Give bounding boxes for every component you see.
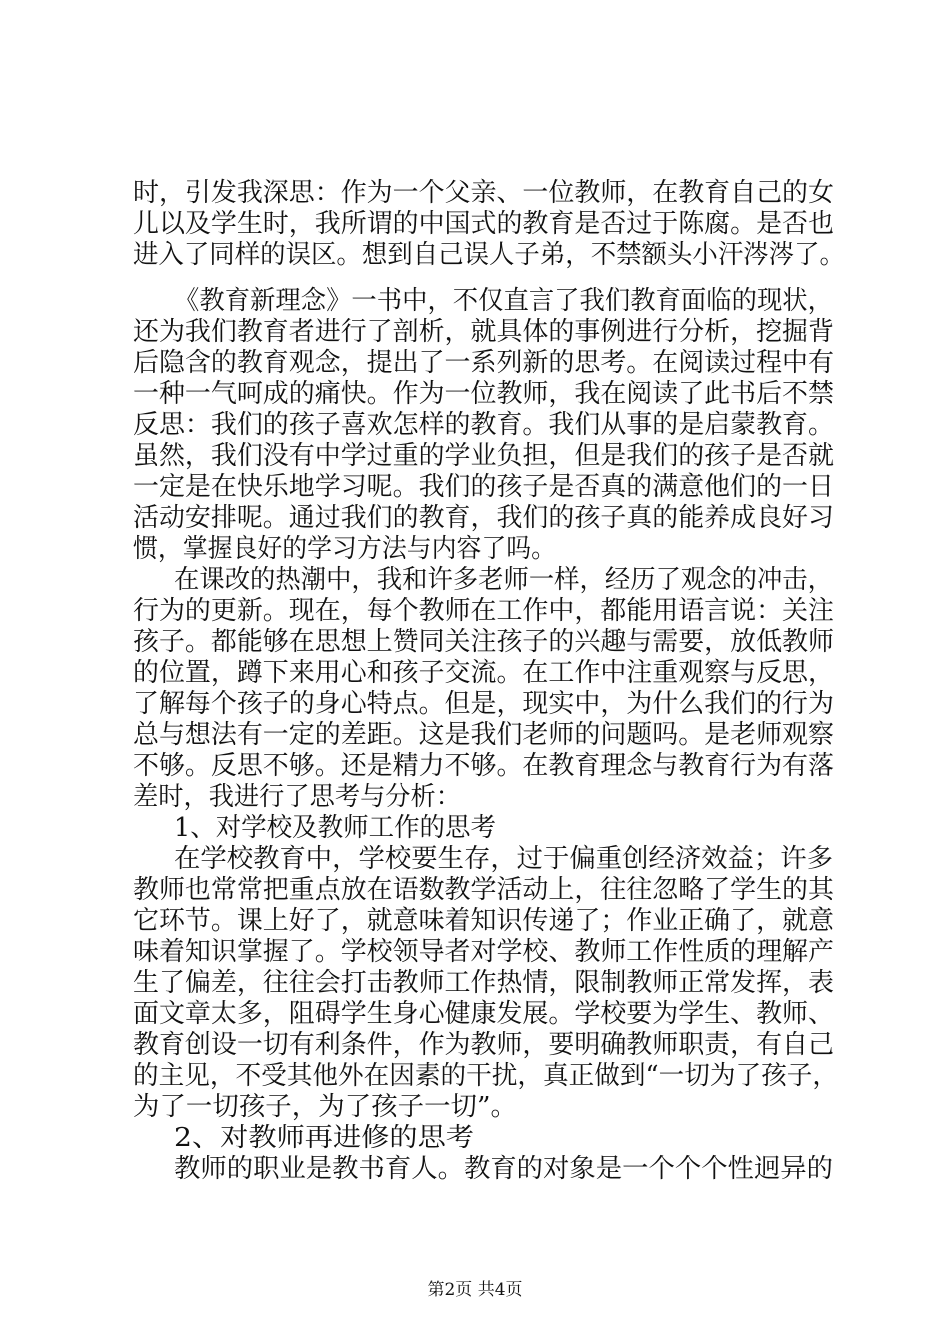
text-line-content: 在课改的热潮中，我和许多老师一样，经历了观念的冲击， [174,565,833,595]
text-line-content: 一定是在快乐地学习呢。我们的孩子是否真的满意他们的一日 [133,472,834,502]
page-footer [0,1278,950,1302]
text-line-content: 还为我们教育者进行了剖析，就具体的事例进行分析，挖掘背 [133,317,834,347]
text-line [0,1090,950,1124]
section-heading [0,1121,950,1155]
text-line-content: 它环节。课上好了，就意味着知识传递了；作业正确了，就意 [133,906,834,936]
text-line [0,439,950,473]
text-line-content: 孩子。都能够在思想上赞同关注孩子的兴趣与需要，放低教师 [133,627,834,657]
text-line [0,377,950,411]
text-line-content: 了解每个孩子的身心特点。但是，现实中，为什么我们的行为 [133,689,834,719]
text-line [0,501,950,535]
text-line-content: 在学校教育中，学校要生存，过于偏重创经济效益；许多 [174,844,834,874]
text-line [0,284,950,318]
text-line [0,935,950,969]
text-line [0,408,950,442]
text-line [0,749,950,783]
text-line-content: 教师的职业是教书育人。教育的对象是一个个个性迥异的 [174,1154,834,1184]
text-line [0,176,950,210]
text-line-content: 活动安排呢。通过我们的教育，我们的孩子真的能养成良好习 [133,503,834,533]
text-line-content: 面文章太多，阻碍学生身心健康发展。学校要为学生、教师、 [133,999,834,1029]
text-line [0,625,950,659]
text-line-content: 生了偏差，往往会打击教师工作热情，限制教师正常发挥，表 [133,968,834,998]
text-line-content: 一种一气呵成的痛快。作为一位教师，我在阅读了此书后不禁 [133,379,834,409]
text-line [0,207,950,241]
text-line-content: 《教育新理念》一书中，不仅直言了我们教育面临的现状， [174,286,833,316]
text-line-content: 儿以及学生时，我所谓的中国式的教育是否过于陈腐。是否也 [133,209,834,239]
text-line-content: 时，引发我深思：作为一个父亲、一位教师，在教育自己的女 [133,178,834,208]
section-heading [0,811,950,845]
text-line-content: 为了一切孩子，为了孩子一切”。 [133,1092,517,1122]
text-line [0,1152,950,1186]
section-heading-text: 1、对学校及教师工作的思考 [174,813,496,843]
text-line [0,563,950,597]
text-line [0,718,950,752]
text-line [0,656,950,690]
text-line [0,966,950,1000]
text-line-content: 教育创设一切有利条件，作为教师，要明确教师职责，有自己 [133,1030,834,1060]
text-line [0,470,950,504]
section-heading-text: 2、对教师再进修的思考 [174,1123,474,1153]
text-line [0,532,950,566]
text-line-content: 不够。反思不够。还是精力不够。在教育理念与教育行为有落 [133,751,834,781]
text-line-content: 总与想法有一定的差距。这是我们老师的问题吗。是老师观察 [133,720,834,750]
text-line-content: 教师也常常把重点放在语数教学活动上，往往忽略了学生的其 [133,875,834,905]
text-line-content: 惯，掌握良好的学习方法与内容了吗。 [133,534,556,564]
text-line [0,687,950,721]
text-line-content: 的位置，蹲下来用心和孩子交流。在工作中注重观察与反思， [133,658,834,688]
text-line [0,594,950,628]
text-line [0,238,950,272]
text-line [0,780,950,814]
text-line [0,904,950,938]
text-line [0,1059,950,1093]
text-line-content: 虽然，我们没有中学过重的学业负担，但是我们的孩子是否就 [133,441,834,471]
text-line-content: 进入了同样的误区。想到自己误人子弟，不禁额头小汗涔涔了。 [133,240,845,270]
text-line [0,315,950,349]
text-line-content: 味着知识掌握了。学校领导者对学校、教师工作性质的理解产 [133,937,834,967]
page-number: 第2页 共4页 [427,1280,523,1300]
text-line [0,346,950,380]
text-line-content: 行为的更新。现在，每个教师在工作中，都能用语言说：关注 [133,596,834,626]
text-line [0,997,950,1031]
text-line-content: 后隐含的教育观念，提出了一系列新的思考。在阅读过程中有 [133,348,834,378]
text-line [0,873,950,907]
text-line [0,1028,950,1062]
text-line [0,842,950,876]
text-line-content: 反思：我们的孩子喜欢怎样的教育。我们从事的是启蒙教育。 [133,410,834,440]
text-line-content: 的主见，不受其他外在因素的干扰，真正做到“一切为了孩子， [133,1061,838,1091]
text-line-content: 差时，我进行了思考与分析： [133,782,461,812]
